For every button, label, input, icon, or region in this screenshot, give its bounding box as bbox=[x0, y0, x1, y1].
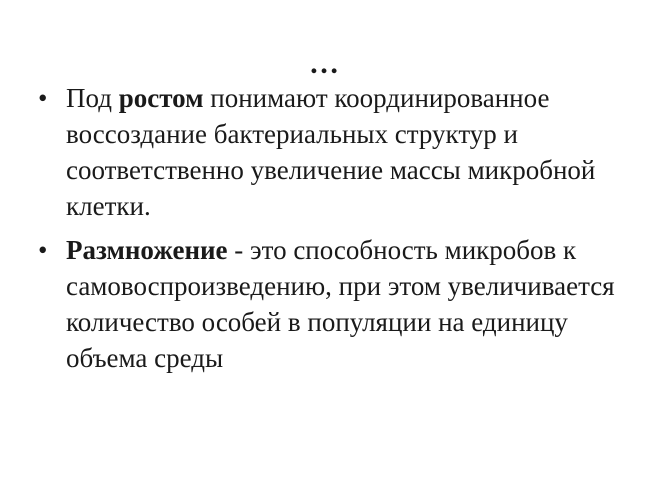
bullet-text-body: понимают координированное воссоздание бактериальных структур и соответственно увеличение массы микробной клетки. bbox=[66, 83, 596, 221]
bullet-reproduction bbox=[38, 232, 628, 376]
bullet-list bbox=[38, 80, 628, 384]
bullet-text-body: - это способность микробов к самовоспроизведению, при этом увеличивается количество особей в популяции на единицу объема среды bbox=[66, 235, 615, 373]
slide-title: … bbox=[309, 47, 341, 80]
bullet-text-prefix: Под bbox=[66, 83, 119, 113]
bullet-term-reproduction: Размножение bbox=[66, 235, 228, 265]
bullet-term-growth: ростом bbox=[118, 83, 204, 113]
bullet-marker: • bbox=[38, 235, 48, 265]
bullet-growth bbox=[38, 80, 628, 224]
bullet-marker: • bbox=[38, 83, 48, 113]
